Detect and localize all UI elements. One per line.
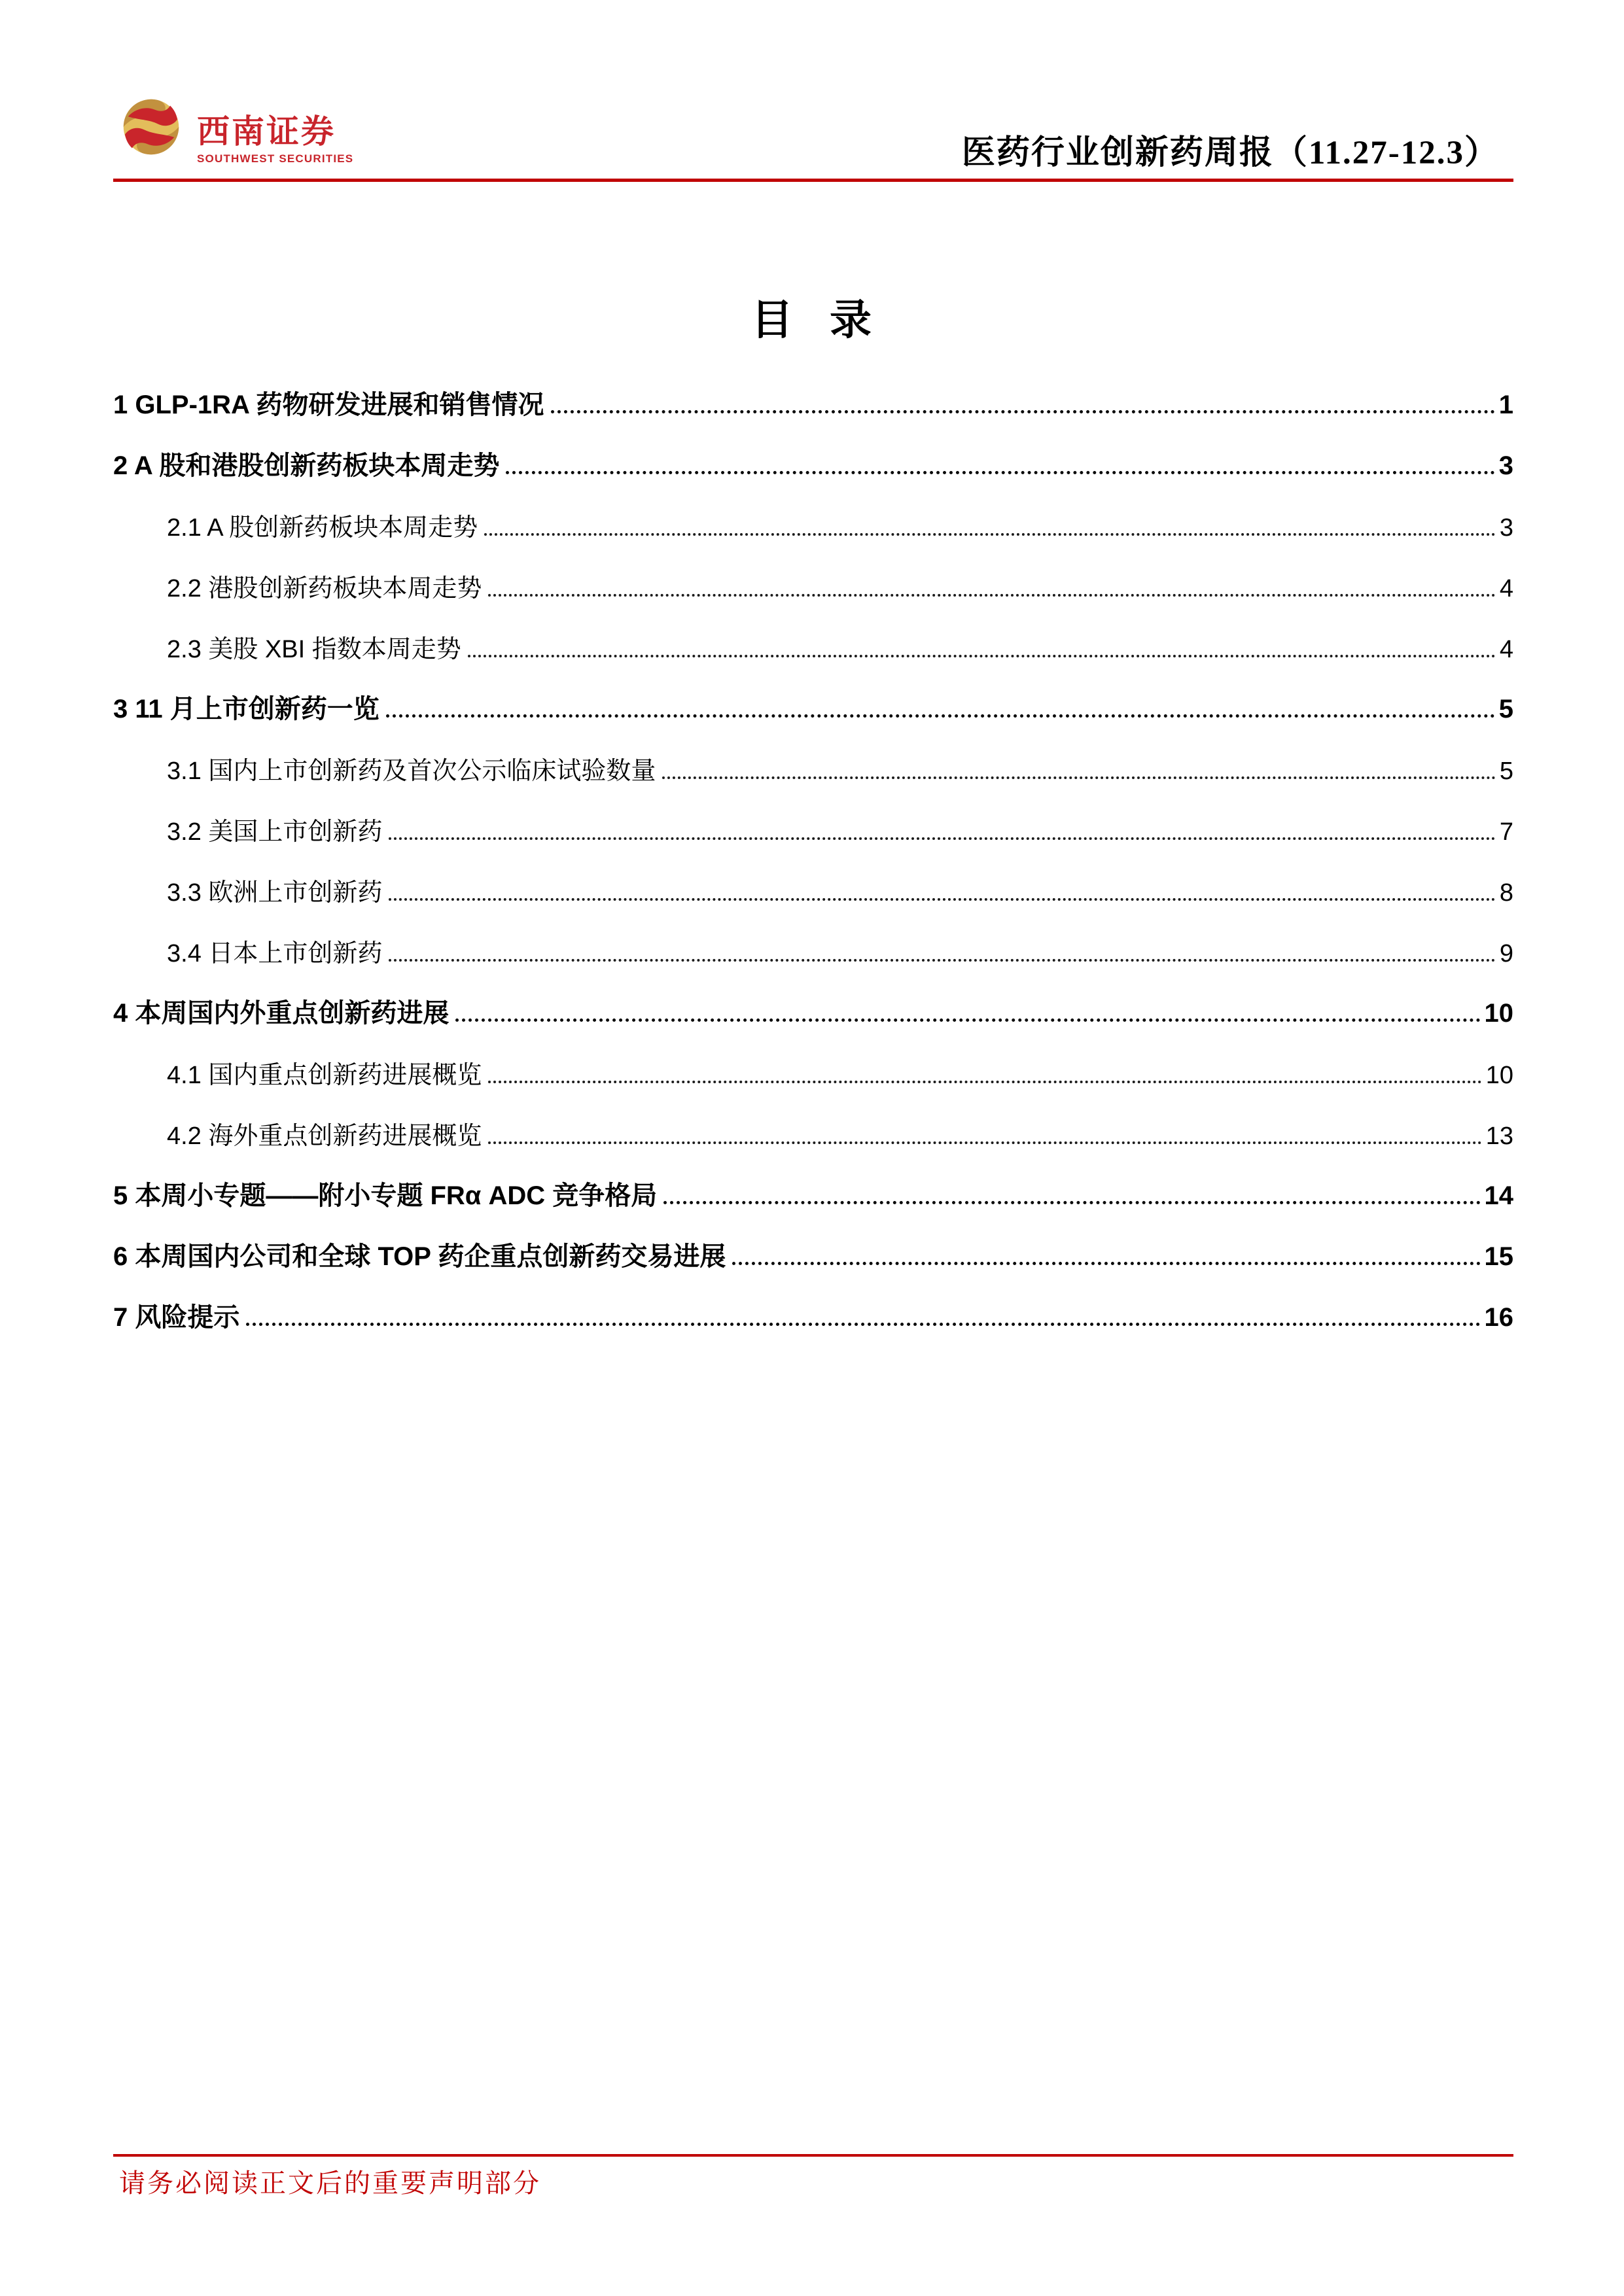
toc-dot-leader xyxy=(468,655,1496,657)
logo-text-block xyxy=(197,98,353,164)
toc-page-number: 10 xyxy=(1484,999,1513,1028)
toc-entry[interactable] xyxy=(113,375,1513,436)
toc-entry-inner xyxy=(113,507,1513,543)
toc-dot-leader xyxy=(484,533,1496,536)
toc-page-number: 5 xyxy=(1499,757,1513,785)
toc-entry[interactable] xyxy=(113,1166,1513,1226)
toc-dot-leader xyxy=(488,1081,1481,1083)
toc-entry-inner xyxy=(113,1115,1513,1151)
toc-entry-label: 2.2 港股创新药板块本周走势 xyxy=(167,575,482,602)
toc-page-number: 1 xyxy=(1498,391,1513,419)
toc-dot-leader xyxy=(246,1323,1480,1326)
toc-entry-inner xyxy=(113,933,1513,969)
toc-dot-leader xyxy=(389,837,1495,840)
toc-dot-leader xyxy=(551,410,1495,413)
toc-entry-label: 3.3 欧洲上市创新药 xyxy=(167,879,383,907)
toc-page-number: 4 xyxy=(1499,636,1513,663)
toc-entry[interactable] xyxy=(113,740,1513,801)
logo-sphere-icon xyxy=(122,98,180,156)
toc-entry-inner xyxy=(113,384,1513,421)
toc-page-number: 3 xyxy=(1498,451,1513,480)
toc-entry-label: 1 GLP-1RA 药物研发进展和销售情况 xyxy=(113,391,544,419)
toc-entry-inner xyxy=(113,688,1513,725)
company-name-en: SOUTHWEST SECURITIES xyxy=(197,152,354,165)
toc-entry[interactable] xyxy=(113,922,1513,983)
toc-page-number: 9 xyxy=(1499,940,1513,967)
page-title: 目 录 xyxy=(751,297,873,343)
toc-dot-leader xyxy=(732,1262,1480,1265)
toc-entry-label: 4.1 国内重点创新药进展概览 xyxy=(167,1062,482,1089)
toc-page-number: 3 xyxy=(1499,514,1513,542)
toc-page-number: 4 xyxy=(1499,575,1513,602)
toc-entry-inner xyxy=(113,992,1513,1030)
toc-entry-inner xyxy=(113,750,1513,786)
toc-page-number: 7 xyxy=(1499,818,1513,846)
toc-dot-leader xyxy=(488,594,1495,597)
toc-page-number: 14 xyxy=(1484,1181,1513,1210)
toc-page-number: 16 xyxy=(1484,1303,1513,1332)
toc-entry-label: 2.3 美股 XBI 指数本周走势 xyxy=(167,636,461,663)
toc-entry-inner xyxy=(113,1296,1513,1334)
toc-dot-leader xyxy=(389,898,1495,901)
toc-dot-leader xyxy=(488,1141,1481,1144)
toc-entry[interactable] xyxy=(113,1226,1513,1287)
toc-page-number: 5 xyxy=(1498,695,1513,723)
toc-dot-leader xyxy=(663,1201,1480,1204)
toc-entry[interactable] xyxy=(113,801,1513,861)
toc-entry-label: 3.4 日本上市创新药 xyxy=(167,940,383,967)
toc-dot-leader xyxy=(662,776,1495,779)
southwest-securities-logo xyxy=(122,98,353,164)
toc-entry-label: 6 本周国内公司和全球 TOP 药企重点创新药交易进展 xyxy=(113,1242,726,1271)
toc-entry-label: 5 本周小专题——附小专题 FRα ADC 竞争格局 xyxy=(113,1181,658,1210)
toc-page-number: 10 xyxy=(1485,1062,1513,1089)
page-footer xyxy=(113,2154,1513,2200)
toc-entry[interactable] xyxy=(113,679,1513,740)
toc-entry-label: 4.2 海外重点创新药进展概览 xyxy=(167,1122,482,1150)
toc-entry-inner xyxy=(113,445,1513,482)
toc-entry[interactable] xyxy=(113,1105,1513,1166)
toc-dot-leader xyxy=(386,714,1495,718)
page-header xyxy=(113,0,1513,182)
toc-entry-label: 7 风险提示 xyxy=(113,1303,240,1332)
toc-entry-inner xyxy=(113,872,1513,908)
toc-entry-label: 3.1 国内上市创新药及首次公示临床试验数量 xyxy=(167,757,656,785)
toc-page-number: 13 xyxy=(1485,1122,1513,1150)
toc-entry-inner xyxy=(113,1236,1513,1273)
toc-entry-inner xyxy=(113,629,1513,665)
toc-dot-leader xyxy=(455,1018,1480,1022)
toc-entry[interactable] xyxy=(113,557,1513,618)
toc-dot-leader xyxy=(389,959,1495,962)
toc-entry[interactable] xyxy=(113,496,1513,557)
toc-page-number: 8 xyxy=(1499,879,1513,907)
toc-page-number: 15 xyxy=(1484,1242,1513,1271)
toc-list xyxy=(113,375,1513,1348)
toc-entry-inner xyxy=(113,811,1513,847)
toc-entry-label: 2 A 股和港股创新药板块本周走势 xyxy=(113,451,500,480)
toc-entry[interactable] xyxy=(113,436,1513,496)
toc-entry-inner xyxy=(113,568,1513,604)
toc-entry[interactable] xyxy=(113,983,1513,1044)
footer-disclaimer: 请务必阅读正文后的重要声明部分 xyxy=(119,2168,541,2198)
company-name-cn: 西南证券 xyxy=(197,113,336,150)
toc-entry[interactable] xyxy=(113,1287,1513,1348)
toc-entry-label: 3.2 美国上市创新药 xyxy=(167,818,383,846)
report-title: 医药行业创新药周报（11.27-12.3） xyxy=(961,135,1499,171)
toc-entry-label: 3 11 月上市创新药一览 xyxy=(113,695,380,723)
toc-entry-label: 2.1 A 股创新药板块本周走势 xyxy=(167,514,478,542)
toc-entry[interactable] xyxy=(113,618,1513,679)
toc-dot-leader xyxy=(506,471,1494,474)
toc-entry[interactable] xyxy=(113,1044,1513,1105)
toc-entry-label: 4 本周国内外重点创新药进展 xyxy=(113,999,450,1028)
toc-entry-inner xyxy=(113,1175,1513,1212)
toc-entry-inner xyxy=(113,1054,1513,1090)
toc-entry[interactable] xyxy=(113,861,1513,922)
